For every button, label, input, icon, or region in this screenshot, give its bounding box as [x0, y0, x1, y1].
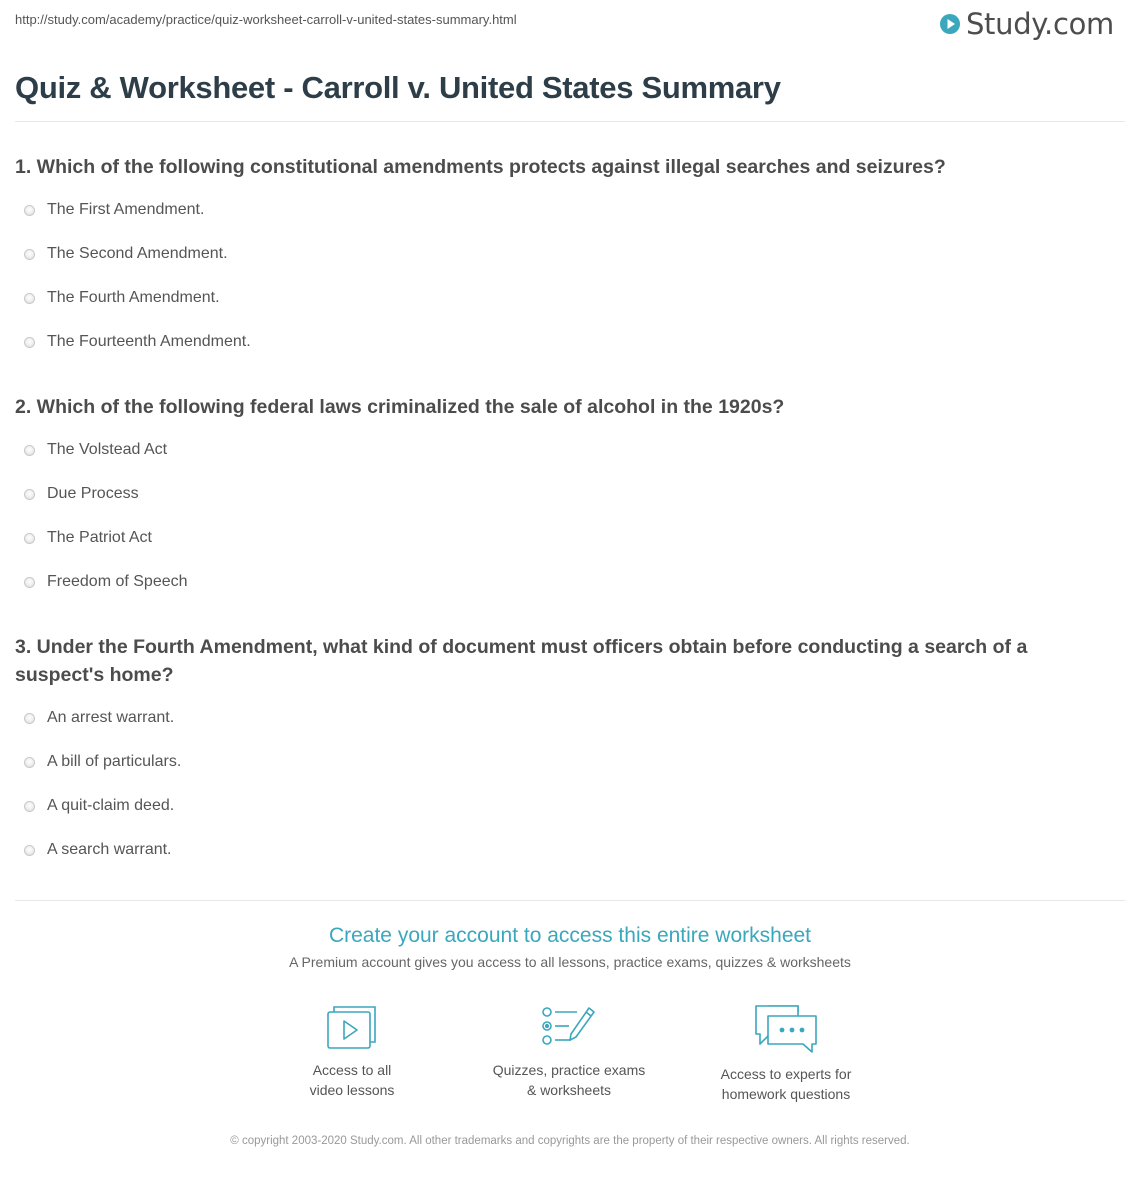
answer-options [15, 441, 1115, 617]
play-circle-icon [939, 13, 961, 35]
radio-button[interactable] [24, 845, 35, 856]
answer-label: The Volstead Act [47, 441, 168, 458]
question-3 [15, 633, 1115, 885]
feature-line: & worksheets [526, 1082, 612, 1098]
answer-options [15, 709, 1115, 885]
question-1 [15, 153, 1115, 377]
answer-option[interactable] [15, 573, 1115, 617]
answer-option[interactable] [15, 289, 1115, 333]
question-text: 1. Which of the following constitutional amendments protects against illegal searches and seizures? [15, 156, 946, 178]
answer-option[interactable] [15, 245, 1115, 289]
answer-label: Due Process [47, 485, 139, 502]
feature-experts [686, 1004, 886, 1104]
cta-subtitle: A Premium account gives you access to all lessons, practice exams, quizzes & worksheets [289, 954, 851, 970]
feature-line: Access to all [312, 1062, 392, 1078]
answer-option[interactable] [15, 709, 1115, 753]
radio-button[interactable] [24, 205, 35, 216]
video-lessons-icon [252, 1004, 452, 1050]
study-logo[interactable] [939, 7, 1114, 41]
radio-button[interactable] [24, 293, 35, 304]
answer-option[interactable] [15, 201, 1115, 245]
feature-label [686, 1064, 886, 1104]
feature-label [252, 1060, 452, 1100]
radio-button[interactable] [24, 533, 35, 544]
answer-label: The Fourteenth Amendment. [47, 333, 251, 350]
radio-button[interactable] [24, 489, 35, 500]
radio-button[interactable] [24, 757, 35, 768]
answer-option[interactable] [15, 841, 1115, 885]
copyright-notice: © copyright 2003-2020 Study.com. All other trademarks and copyrights are the property of their respective owners. All rights reserved. [230, 1135, 910, 1147]
answer-option[interactable] [15, 485, 1115, 529]
answer-label: The Second Amendment. [47, 245, 228, 262]
cta-title[interactable]: Create your account to access this entire worksheet [328, 924, 812, 947]
answer-option[interactable] [15, 797, 1115, 841]
radio-button[interactable] [24, 713, 35, 724]
question-2 [15, 393, 1115, 617]
answer-label: A bill of particulars. [47, 753, 182, 770]
answer-label: A search warrant. [47, 841, 172, 858]
radio-button[interactable] [24, 801, 35, 812]
feature-line: homework questions [721, 1086, 851, 1102]
answer-label: The First Amendment. [47, 201, 205, 218]
top-bar [0, 0, 1140, 50]
question-text: 2. Which of the following federal laws criminalized the sale of alcohol in the 1920s? [15, 396, 785, 418]
feature-line: Quizzes, practice exams [492, 1062, 646, 1078]
radio-button[interactable] [24, 337, 35, 348]
feature-line: Access to experts for [720, 1066, 852, 1082]
answer-label: The Fourth Amendment. [47, 289, 220, 306]
answer-options [15, 201, 1115, 377]
logo-text: Study.com [965, 7, 1114, 41]
radio-button[interactable] [24, 249, 35, 260]
answer-option[interactable] [15, 529, 1115, 573]
answer-option[interactable] [15, 753, 1115, 797]
feature-line: video lessons [309, 1082, 395, 1098]
title-divider [15, 121, 1125, 122]
radio-button[interactable] [24, 445, 35, 456]
question-text: 3. Under the Fourth Amendment, what kind of document must officers obtain before conducting a search of a suspect's home? [15, 636, 1028, 686]
expert-chat-icon [686, 1004, 886, 1054]
answer-label: Freedom of Speech [47, 573, 188, 590]
cta-divider [15, 900, 1125, 901]
answer-label: The Patriot Act [47, 529, 152, 546]
answer-label: A quit-claim deed. [47, 797, 175, 814]
page-url: http://study.com/academy/practice/quiz-worksheet-carroll-v-united-states-summary.html [15, 12, 517, 27]
feature-video-lessons [252, 1004, 452, 1100]
answer-label: An arrest warrant. [47, 709, 175, 726]
feature-quizzes [469, 1004, 669, 1100]
radio-button[interactable] [24, 577, 35, 588]
page-title: Quiz & Worksheet - Carroll v. United States Summary [15, 70, 781, 105]
answer-option[interactable] [15, 333, 1115, 377]
quiz-checklist-icon [469, 1004, 669, 1050]
answer-option[interactable] [15, 441, 1115, 485]
feature-label [469, 1060, 669, 1100]
